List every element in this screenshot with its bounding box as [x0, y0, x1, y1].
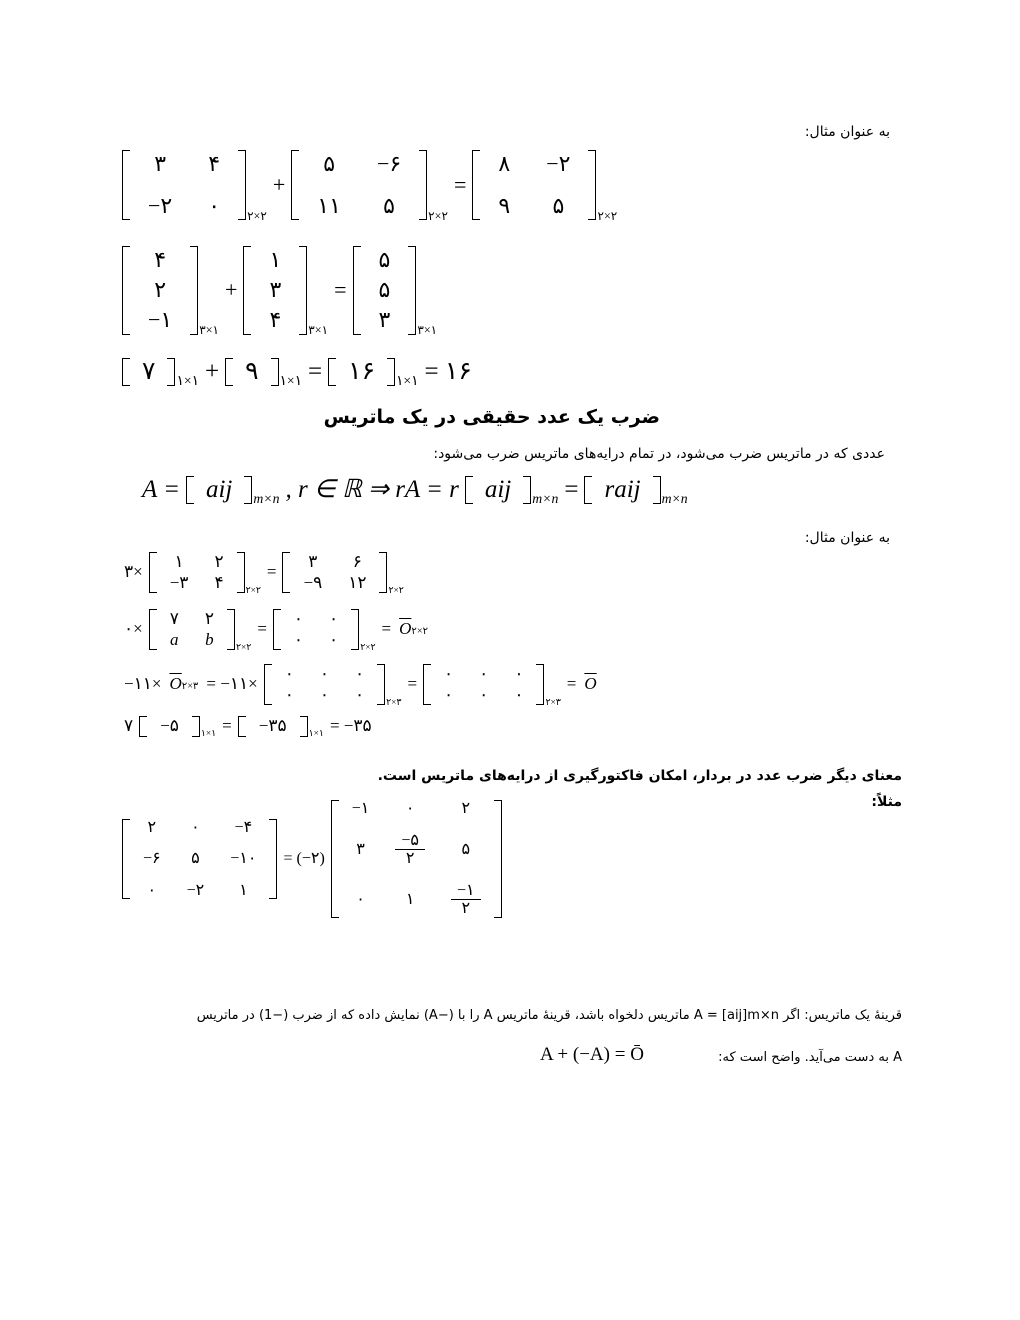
matrix-dimension: ۲×۲ — [236, 643, 252, 654]
matrix-cell-fraction — [438, 882, 494, 918]
right-bracket — [271, 358, 279, 386]
matrix-grid — [290, 552, 379, 593]
matrix-grid — [361, 246, 409, 335]
left-bracket — [282, 552, 290, 593]
right-bracket — [299, 246, 307, 335]
math-symbol: = — [381, 619, 392, 639]
matrix-dimension: ۲×۳ — [386, 698, 402, 709]
matrix — [328, 358, 419, 389]
matrix-dimension: m×n — [661, 491, 688, 507]
math-symbol: = — [453, 172, 467, 198]
matrix-cell: ۲ — [214, 552, 224, 571]
equation-scalar-2 — [120, 609, 432, 654]
matrix-cell: b — [205, 629, 214, 649]
right-bracket — [653, 476, 661, 504]
matrix — [353, 246, 438, 338]
math-text — [304, 358, 326, 386]
math-symbol: $\overline{O}$ — [584, 674, 597, 694]
matrix-cell: ۰ — [208, 193, 221, 219]
matrix-cell: ۳ — [308, 552, 318, 571]
matrix-cell: ۳ — [154, 151, 167, 176]
right-bracket — [523, 476, 531, 504]
right-bracket — [244, 476, 252, 504]
matrix-cell: ۰ — [514, 684, 524, 704]
matrix — [122, 150, 267, 224]
matrix-cell: ۰ — [329, 629, 339, 649]
left-bracket — [122, 358, 130, 386]
right-bracket — [190, 246, 198, 335]
math-text — [279, 850, 328, 868]
left-bracket — [584, 476, 592, 504]
math-symbol: = — [222, 716, 232, 735]
matrix-cell: ۶ — [352, 552, 362, 571]
matrix-grid — [339, 800, 494, 918]
matrix-cell: −۳۵ — [258, 716, 287, 735]
right-bracket — [237, 552, 245, 593]
math-symbol: + — [272, 172, 286, 198]
matrix-grid — [480, 150, 588, 220]
matrix-cell: ۰ — [191, 818, 200, 836]
left-bracket — [243, 246, 251, 335]
matrix-cell: a — [170, 629, 179, 649]
example-label: به عنوان مثال: — [804, 124, 890, 140]
matrix-cell: ۱ — [174, 552, 184, 571]
matrix — [273, 609, 376, 654]
equation-scalar-4 — [120, 716, 376, 740]
matrix-cell: ۰ — [284, 684, 294, 704]
math-text — [138, 476, 184, 504]
matrix — [139, 716, 217, 740]
denominator: ۲ — [461, 900, 471, 918]
matrix-cell: ۹ — [245, 358, 259, 385]
matrix-cell: −۹ — [303, 572, 323, 592]
matrix — [225, 358, 303, 389]
matrix-cell: −۲ — [546, 151, 571, 176]
left-bracket — [186, 476, 194, 504]
equation-addition-2x2 — [120, 150, 619, 224]
math-symbol: −۱۱× — [124, 674, 162, 694]
right-bracket — [408, 246, 416, 335]
matrix-cell: ۳ — [356, 840, 365, 858]
matrix-cell: ۰ — [329, 609, 339, 628]
matrix-dimension: ۲×۲ — [360, 643, 376, 654]
matrix-grid — [281, 609, 351, 650]
matrix-cell: ۰ — [147, 881, 157, 899]
right-bracket — [167, 358, 175, 386]
matrix — [264, 664, 402, 709]
matrix-cell: ۷ — [142, 358, 156, 385]
matrix-cell: −۴ — [234, 818, 253, 836]
matrix — [122, 819, 277, 900]
math-symbol: = — [564, 476, 579, 503]
section-heading: ضرب یک عدد حقیقی در یک ماتریس — [323, 406, 660, 428]
matrix-cell: −۱ — [148, 307, 173, 333]
matrix-cell: raij — [604, 476, 641, 503]
matrix-dimension: ۳×۱ — [308, 323, 329, 338]
math-symbol: = — [334, 277, 347, 303]
matrix-cell: ۰ — [293, 629, 304, 649]
math-text — [221, 278, 241, 302]
math-text — [165, 675, 202, 694]
matrix-cell: ۱ — [239, 881, 248, 899]
matrix-dimension: m×n — [253, 491, 280, 507]
math-symbol: + — [225, 277, 238, 303]
matrix-grid — [592, 476, 652, 504]
matrix-cell: ۰ — [444, 684, 454, 704]
left-bracket — [291, 150, 299, 220]
matrix-dimension: ۲×۲ — [428, 209, 448, 224]
factoring-text: معنای دیگر ضرب عدد در بردار، امکان فاکتورگیری از درایه‌های ماتریس است. — [377, 768, 902, 784]
math-text — [281, 476, 462, 504]
left-bracket — [472, 150, 480, 220]
math-text — [269, 173, 289, 197]
matrix — [122, 358, 199, 389]
matrix — [472, 150, 618, 224]
left-bracket — [328, 358, 336, 386]
matrix-cell: ۰ — [514, 664, 524, 683]
math-text — [330, 278, 350, 302]
numerator: −۱ — [451, 882, 481, 901]
matrix-cell: ۵ — [191, 850, 200, 868]
math-text — [202, 675, 261, 694]
matrix-dimension: ۳×۱ — [417, 323, 438, 338]
matrix-cell: ۲ — [204, 609, 214, 628]
matrix-cell: −۳ — [169, 572, 189, 592]
matrix-cell: ۲ — [147, 818, 157, 836]
matrix-cell: ۱۶ — [348, 358, 376, 385]
matrix-cell: ۴ — [269, 307, 282, 333]
math-text — [120, 717, 137, 736]
math-text — [403, 675, 421, 694]
matrix-grid — [251, 246, 299, 335]
matrix-grid — [130, 358, 167, 386]
math-symbol: A = — [142, 476, 180, 503]
left-bracket — [225, 358, 233, 386]
left-bracket — [353, 246, 361, 335]
left-bracket — [122, 246, 130, 335]
matrix-cell: −۱۰ — [230, 850, 257, 868]
right-bracket — [351, 609, 359, 650]
right-bracket — [536, 664, 544, 705]
matrix — [584, 476, 688, 507]
matrix-cell: ۰ — [354, 664, 365, 683]
math-symbol: $\overline{O}$ — [169, 674, 182, 694]
math-symbol: ۳× — [124, 562, 143, 582]
matrix — [122, 246, 220, 338]
matrix-cell: ۵ — [378, 277, 391, 303]
matrix-cell: ۴ — [208, 151, 221, 176]
matrix-cell: ۰ — [293, 609, 304, 628]
matrix-grid — [431, 664, 536, 705]
scalar-definition-formula — [138, 476, 690, 507]
matrix-grid — [336, 358, 387, 386]
math-symbol: = — [566, 674, 577, 694]
math-text — [560, 476, 582, 504]
matrix-cell: ۴ — [154, 247, 167, 272]
matrix-cell: −۵ — [160, 716, 179, 735]
math-symbol: = ۱۶ — [424, 358, 472, 385]
matrix — [243, 246, 329, 338]
matrix-cell: ۷ — [169, 609, 179, 628]
for-example-label: مثلاً: — [871, 794, 902, 810]
math-text — [120, 620, 147, 639]
right-bracket — [227, 609, 235, 650]
math-text — [120, 563, 147, 582]
matrix-cell: ۰ — [405, 800, 415, 817]
matrix-cell: ۰ — [319, 684, 329, 704]
math-text — [395, 620, 432, 639]
matrix-grid — [157, 609, 227, 650]
equation-addition-3x1 — [120, 246, 439, 338]
matrix-cell: ۲ — [461, 800, 471, 817]
math-text — [263, 563, 281, 582]
matrix-dimension: ۲×۲ — [245, 586, 261, 597]
matrix-dimension: ۱×۱ — [176, 373, 199, 389]
math-symbol: = — [266, 562, 277, 582]
matrix-grid — [147, 716, 192, 737]
matrix-grid — [272, 664, 377, 705]
matrix — [186, 476, 280, 507]
right-bracket — [588, 150, 596, 220]
right-bracket — [419, 150, 427, 220]
matrix-cell: −۲ — [186, 881, 205, 899]
matrix-cell: ۴ — [214, 572, 224, 592]
matrix-cell: ۰ — [479, 684, 489, 704]
matrix-cell: ۸ — [498, 151, 511, 176]
matrix-grid — [299, 150, 419, 220]
math-text — [580, 675, 600, 694]
matrix-dimension: ۳×۱ — [199, 323, 220, 338]
matrix — [282, 552, 404, 597]
matrix — [331, 800, 502, 918]
matrix-grid — [130, 819, 269, 900]
denominator: ۲ — [405, 850, 415, 868]
negative-formula: A + (−A) = Ō — [540, 1044, 644, 1065]
matrix-cell: ۳ — [378, 307, 391, 333]
matrix-cell: ۱ — [269, 247, 282, 272]
left-bracket — [264, 664, 272, 705]
matrix-dimension: ۱×۱ — [308, 729, 324, 740]
matrix-cell: ۰ — [354, 684, 365, 704]
right-bracket — [300, 716, 308, 737]
right-bracket — [387, 358, 395, 386]
math-symbol: $\overline{O}$ — [399, 619, 412, 639]
math-text — [326, 717, 376, 736]
left-bracket — [465, 476, 473, 504]
matrix-grid — [473, 476, 523, 504]
matrix-cell: ۰ — [479, 664, 489, 683]
matrix-cell-fraction — [382, 832, 438, 868]
matrix-cell: ۱۲ — [348, 572, 367, 592]
matrix-cell: ۱ — [405, 891, 415, 909]
matrix-grid — [246, 716, 300, 737]
math-symbol: ۰× — [124, 619, 143, 639]
math-symbol: = (−۲) — [283, 850, 325, 868]
right-bracket — [238, 150, 246, 220]
left-bracket — [273, 609, 281, 650]
equation-factoring — [120, 800, 504, 918]
matrix — [149, 609, 252, 654]
matrix-dimension: ۱×۱ — [396, 373, 419, 389]
math-symbol: = — [257, 619, 267, 639]
math-text — [201, 358, 223, 386]
matrix-cell: ۵ — [552, 193, 565, 219]
subscript: ۲×۲ — [411, 626, 429, 638]
matrix-cell: ۰ — [284, 664, 294, 683]
matrix-dimension: ۱×۱ — [279, 373, 303, 389]
left-bracket — [139, 716, 147, 737]
right-bracket — [192, 716, 200, 737]
math-symbol: ۷ — [124, 716, 134, 735]
matrix-cell: aij — [205, 476, 233, 503]
math-text — [218, 717, 236, 736]
math-text — [450, 173, 470, 197]
matrix-cell: ۰ — [444, 664, 454, 683]
left-bracket — [149, 552, 157, 593]
intro-text: عددی که در ماتریس ضرب می‌شود، در تمام درایه‌های ماتریس ضرب می‌شود: — [433, 446, 885, 462]
math-text — [378, 620, 396, 639]
math-text — [120, 675, 165, 694]
matrix-cell: −۶ — [143, 850, 161, 868]
matrix-grid — [233, 358, 270, 386]
subscript: ۲×۳ — [181, 681, 199, 693]
equation-scalar-1 — [120, 552, 406, 597]
matrix-cell: −۲ — [148, 193, 173, 219]
math-text — [253, 620, 271, 639]
left-bracket — [122, 819, 130, 900]
example-label: به عنوان مثال: — [804, 530, 890, 546]
negative-matrix-paragraph-2: A به دست می‌آید. واضح است که: — [718, 1050, 902, 1065]
left-bracket — [149, 609, 157, 650]
matrix-dimension: ۲×۲ — [597, 209, 618, 224]
matrix — [291, 150, 448, 224]
matrix-cell: ۵ — [323, 151, 336, 176]
right-bracket — [269, 819, 277, 900]
right-bracket — [494, 800, 502, 918]
left-bracket — [238, 716, 246, 737]
matrix-grid — [130, 150, 238, 220]
matrix-cell: ۱۱ — [317, 193, 341, 219]
matrix-cell: ۵ — [383, 193, 395, 219]
matrix — [423, 664, 561, 709]
math-symbol: = −۳۵ — [329, 716, 372, 735]
matrix-dimension: ۲×۲ — [247, 209, 267, 224]
matrix — [465, 476, 559, 507]
equation-addition-1x1 — [120, 358, 476, 389]
matrix-dimension: ۱×۱ — [200, 729, 217, 740]
math-symbol: + — [204, 358, 220, 385]
matrix-dimension: ۲×۲ — [388, 586, 404, 597]
left-bracket — [423, 664, 431, 705]
numerator: −۵ — [395, 832, 425, 851]
matrix-cell: aij — [484, 476, 512, 503]
left-bracket — [122, 150, 130, 220]
negative-matrix-paragraph: قرینهٔ یک ماتریس: اگر A = [aij]m×n ماتریس دلخواه باشد، قرینهٔ ماتریس A را با (−A) نمایش داده که از ضرب (−1) در ماتریس — [196, 1008, 902, 1023]
math-symbol: , r ∈ ℝ ⇒ rA = r — [285, 476, 459, 503]
matrix-cell: ۲ — [154, 277, 167, 303]
math-text — [421, 358, 476, 386]
matrix-grid — [194, 476, 244, 504]
right-bracket — [377, 664, 385, 705]
math-symbol: = — [407, 674, 418, 694]
matrix — [238, 716, 324, 740]
left-bracket — [331, 800, 339, 918]
matrix-cell: ۳ — [269, 277, 282, 303]
matrix-dimension: m×n — [532, 491, 559, 507]
matrix-cell: −۱ — [351, 800, 370, 817]
matrix-cell: ۵ — [378, 247, 391, 272]
matrix-cell: ۰ — [356, 891, 365, 909]
equation-scalar-3 — [120, 664, 601, 709]
right-bracket — [379, 552, 387, 593]
matrix-grid — [130, 246, 190, 335]
math-text — [563, 675, 581, 694]
matrix-cell: −۶ — [376, 151, 402, 176]
math-symbol: = — [308, 358, 323, 385]
matrix-cell: ۹ — [498, 193, 511, 219]
matrix-cell: ۰ — [319, 664, 329, 683]
matrix-grid — [157, 552, 237, 593]
matrix-dimension: ۲×۳ — [545, 698, 561, 709]
math-symbol: = −۱۱× — [206, 674, 258, 694]
matrix — [149, 552, 261, 597]
matrix-cell: ۵ — [461, 840, 471, 858]
